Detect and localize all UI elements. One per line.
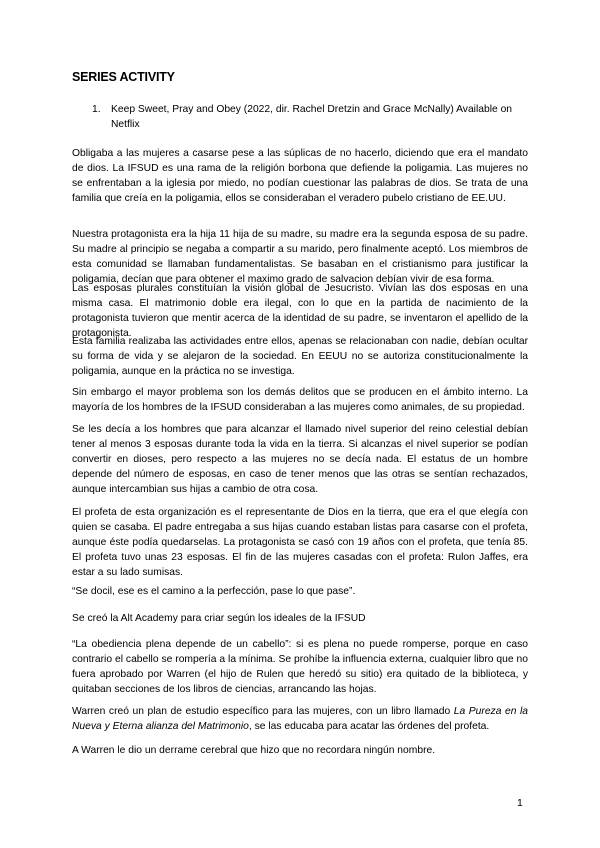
list-item-text: Keep Sweet, Pray and Obey (2022, dir. Rachel Dretzin and Grace McNally) Available on Netflix xyxy=(111,104,513,130)
document-title: SERIES ACTIVITY xyxy=(72,70,175,84)
paragraph-final: A Warren le dio un derrame cerebral que hizo que no recordara ningún nombre. xyxy=(72,745,436,756)
warren-plan-text-after: , se las educaba para acatar las órdenes del profeta. xyxy=(248,721,490,732)
paragraph-3: Las esposas plurales constituían la visión global de Jesucristo. Vivían las dos esposas en una misma casa. El matrimonio doble era ilegal, con lo que en la partida de nacimiento de la protagonista tuvieron que mentir acerca de la identidad de su padre, se inventaron el apellido de la protagonista. xyxy=(72,283,528,339)
page-number: 1 xyxy=(517,797,523,809)
warren-plan-text-before: Warren creó un plan de estudio específico para las mujeres, con un libro llamado xyxy=(72,706,454,717)
paragraph-1: Obligaba a las mujeres a casarse pese a las súplicas de no hacerlo, diciendo que era el mandato de dios. La IFSUD es una rama de la religión borbona que defiende la poligamia. Las mujeres no se enfrentaban a la iglesia por miedo, no podían cuestionar las palabras de dios. Se trata de una familia que creía en la poligamia, ellos se consideraban el veradero pubelo cristiano de EE.UU. xyxy=(72,148,528,204)
quote-paragraph: “Se docil, ese es el camino a la perfección, pase lo que pase”. xyxy=(72,586,356,597)
paragraph-alt-academy: Se creó la Alt Academy para criar según los ideales de la IFSUD xyxy=(72,613,366,624)
paragraph-5: Sin embargo el mayor problema son los demás delitos que se producen en el ámbito interno. La mayoría de los hombres de la IFSUD consideraban a las mujeres como animales, de su propiedad. xyxy=(72,387,528,413)
paragraph-warren-plan xyxy=(72,704,528,734)
list-number: 1. xyxy=(92,104,101,115)
paragraph-obediencia: “La obediencia plena depende de un cabello”: si es plena no puede romperse, porque en caso contrario el cabello se rompería a la mínima. Se prohíbe la influencia externa, cualquier libro que no fuera aprobado por Warren (el hijo de Rulen que heredó su sitio) era quitado de la biblioteca, y quitaban secciones de los libros de ciencias, arrancando las hojas. xyxy=(72,639,528,695)
paragraph-7: El profeta de esta organización es el representante de Dios en la tierra, que era el que elegía con quien se casaba. El padre entregaba a sus hijas cuando estaban listas para casarse con el profeta, aunque éste podía quedarselas. La protagonista se casó con 19 años con el profeta, que tenía 85. El profeta tuvo unas 23 esposas. El fin de las mujeres casadas con el profeta: Rulon Jaffes, era estar a su lado sumisas. xyxy=(72,507,528,578)
book-title: La Pureza en la Nueva y Eterna alianza del Matrimonio xyxy=(72,706,528,732)
paragraph-2: Nuestra protagonista era la hija 11 hija de su madre, su madre era la segunda esposa de su padre. Su madre al principio se negaba a compartir a su marido, pero finalmente aceptó. Los miembros de esta comunidad se llamaban fundamentalistas. Se basaban en el cristianismo para justificar la poligamia, decían que para obtener el maximo grado de salvacion debían vivir de esa forma. xyxy=(72,229,528,285)
paragraph-4: Esta familia realizaba las actividades entre ellos, apenas se relacionaban con nadie, debían ocultar su forma de vida y se alejaron de la sociedad. En EEUU no se autoriza constitucionalmente la poligamia, aunque en la práctica no se investiga. xyxy=(72,336,528,377)
paragraph-6: Se les decía a los hombres que para alcanzar el llamado nivel superior del reino celestial debían tener al menos 3 esposas durante toda la vida en la tierra. Si alcanzas el nivel superior se podían convertir en dioses, pero respecto a las mujeres no se decía nada. El estatus de un hombre depende del número de esposas, en caso de tener menos que las otras se sentían rechazados, aunque intercambian sus hijas a cambio de otra cosa. xyxy=(72,424,528,495)
